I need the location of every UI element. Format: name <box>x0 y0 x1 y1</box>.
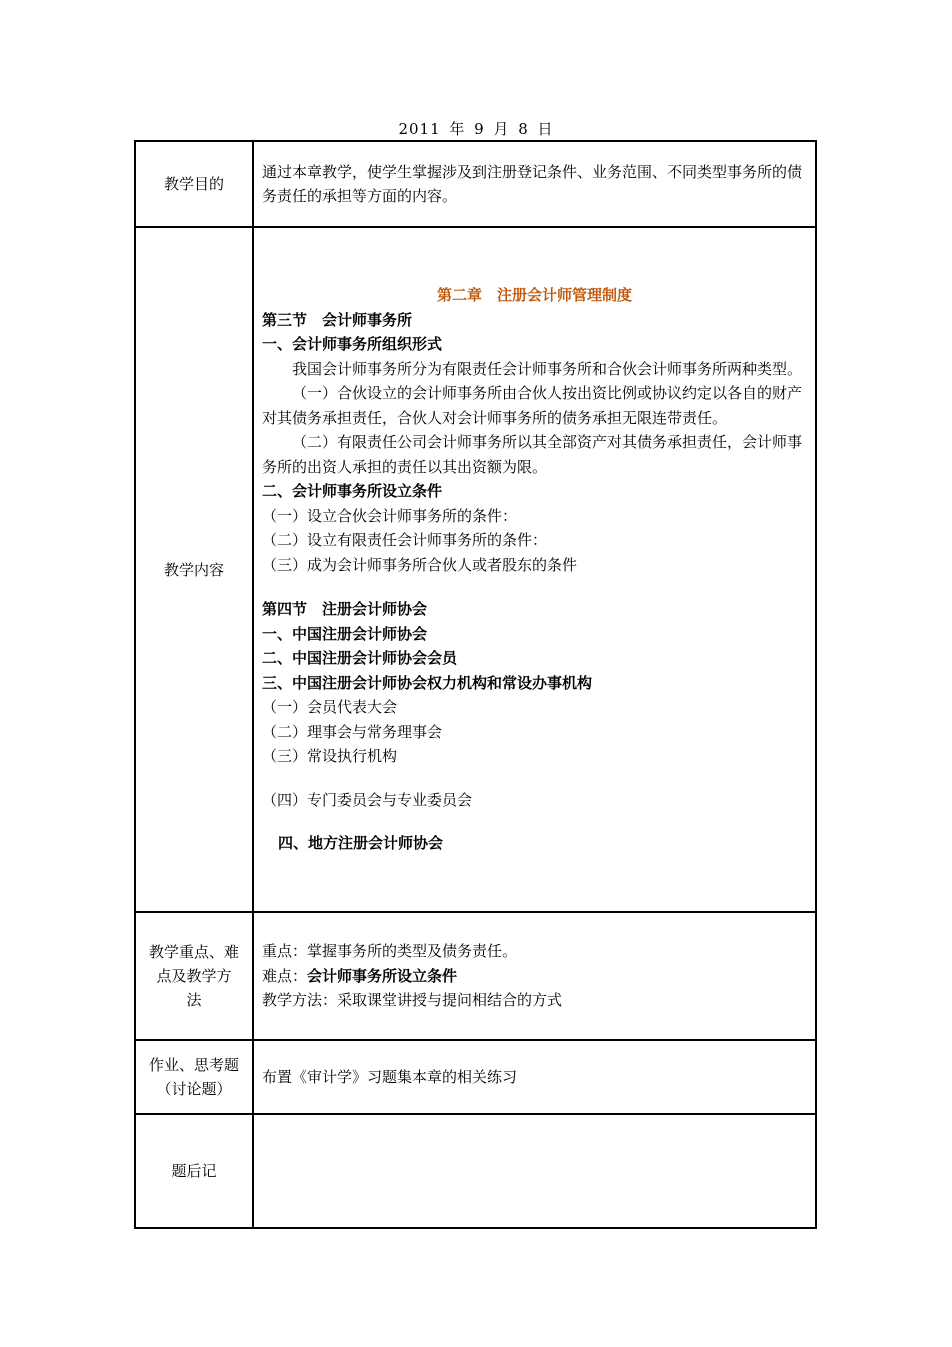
s4-item-4: （四）专门委员会与专业委员会 <box>262 790 473 809</box>
method-line: 教学方法：采取课堂讲授与提问相结合的方式 <box>262 991 563 1010</box>
s4-item: （二）理事会与常务理事会 <box>262 722 443 741</box>
focus-line <box>262 939 807 964</box>
focus-text: 掌握事务所的类型及债务责任。 <box>307 942 518 961</box>
chapter-title: 第二章 注册会计师管理制度 <box>436 286 632 305</box>
difficulty-line <box>262 964 807 989</box>
cell-key-points <box>253 912 816 1040</box>
label-key-line2: 点及教学方 <box>156 967 232 985</box>
s3-paragraph-3: （二）有限责任公司会计师事务所以其全部资产对其债务承担责任，会计师事务所的出资人承担的责任以其出资额为限。 <box>262 433 803 476</box>
row-postscript <box>135 1114 816 1228</box>
label-homework <box>135 1040 253 1114</box>
label-key-points <box>135 912 253 1040</box>
label-key-line1: 教学重点、难 <box>148 943 239 961</box>
s4-heading-2: 二、中国注册会计师协会会员 <box>262 649 458 668</box>
difficulty-text: 会计师事务所设立条件 <box>307 966 458 985</box>
cell-teaching-content <box>253 227 816 912</box>
label-teaching-content: 教学内容 <box>135 227 253 912</box>
row-homework <box>135 1040 816 1114</box>
date-line: 2011 年 9 月 8 日 <box>398 120 554 138</box>
row-teaching-goal <box>135 141 816 227</box>
s3-item: （三）成为会计师事务所合伙人或者股东的条件 <box>262 555 578 574</box>
label-key-line3: 法 <box>186 991 202 1009</box>
focus-prefix: 重点： <box>262 942 308 961</box>
s4-item: （三）常设执行机构 <box>262 747 398 766</box>
label-teaching-goal: 教学目的 <box>135 141 253 227</box>
s3-item: （二）设立有限责任会计师事务所的条件： <box>262 531 548 550</box>
s3-item: （一）设立合伙会计师事务所的条件： <box>262 506 518 525</box>
label-homework-line2: （讨论题） <box>156 1080 232 1098</box>
s3-paragraph-1: 我国会计师事务所分为有限责任会计师事务所和合伙会计师事务所两种类型。 <box>292 359 803 378</box>
row-key-points <box>135 912 816 1040</box>
teaching-goal-text: 通过本章教学，使学生掌握涉及到注册登记条件、业务范围、不同类型事务所的债务责任的承担等方面的内容。 <box>262 162 803 205</box>
homework-text: 布置《审计学》习题集本章的相关练习 <box>262 1067 518 1086</box>
s3-heading-1: 一、会计师事务所组织形式 <box>262 335 443 354</box>
section4-title: 第四节 注册会计师协会 <box>262 600 428 619</box>
s4-heading-4: 四、地方注册会计师协会 <box>278 834 444 853</box>
cell-postscript <box>253 1114 816 1228</box>
s3-heading-2: 二、会计师事务所设立条件 <box>262 482 443 501</box>
s4-heading-3: 三、中国注册会计师协会权力机构和常设办事机构 <box>262 673 593 692</box>
s4-item: （一）会员代表大会 <box>262 698 398 717</box>
label-postscript: 题后记 <box>135 1114 253 1228</box>
cell-teaching-goal <box>253 141 816 227</box>
row-teaching-content <box>135 227 816 912</box>
lesson-plan-table <box>134 140 817 1229</box>
difficulty-prefix: 难点： <box>262 966 308 985</box>
label-homework-line1: 作业、思考题 <box>148 1056 239 1074</box>
s4-heading-1: 一、中国注册会计师协会 <box>262 624 428 643</box>
cell-homework <box>253 1040 816 1114</box>
section3-title: 第三节 会计师事务所 <box>262 310 413 329</box>
s3-paragraph-2: （一）合伙设立的会计师事务所由合伙人按出资比例或协议约定以各自的财产对其债务承担责任，合伙人对会计师事务所的债务承担无限连带责任。 <box>262 384 803 427</box>
